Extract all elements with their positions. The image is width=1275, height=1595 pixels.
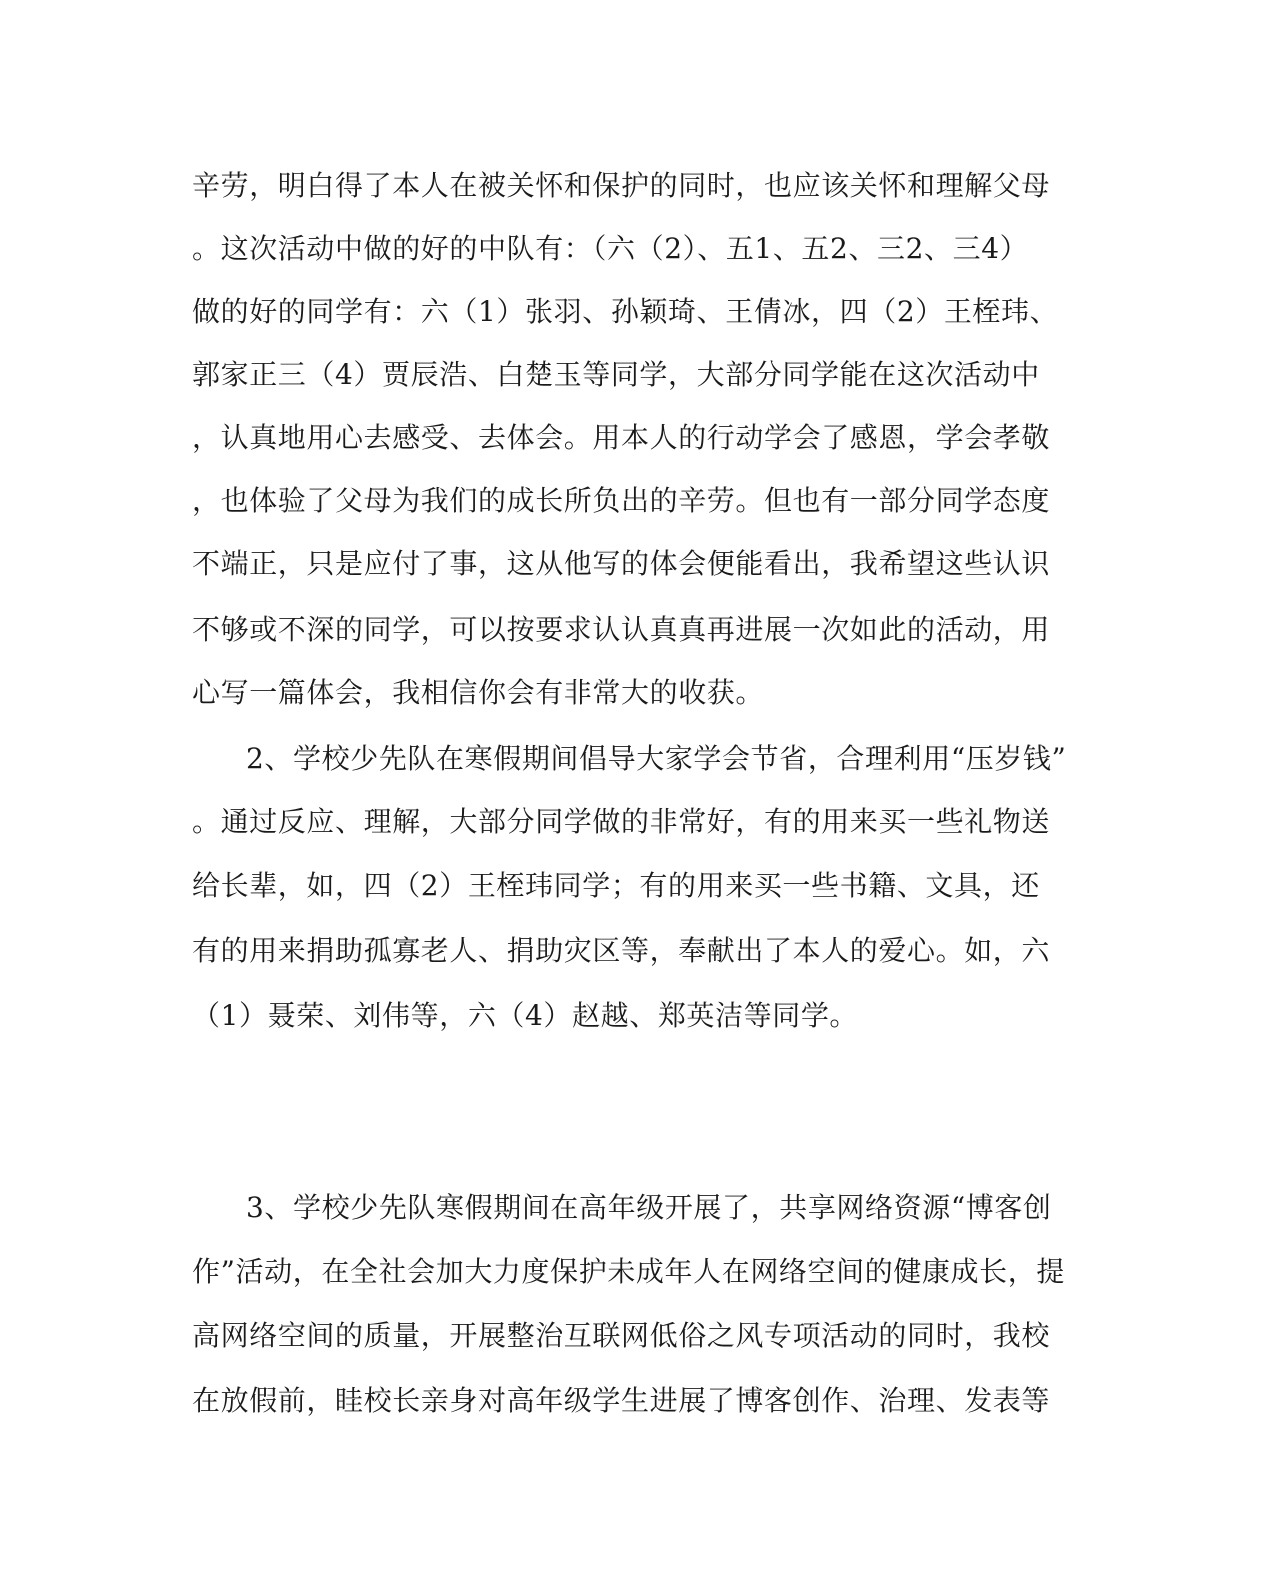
text-line: 在放假前，眭校长亲身对高年级学生进展了博客创作、治理、发表等 (192, 1384, 1051, 1417)
text-line: 辛劳，明白得了本人在被关怀和保护的同时，也应该关怀和理解父母 (192, 169, 1051, 202)
text-line: 郭家正三（4）贾辰浩、白楚玉等同学，大部分同学能在这次活动中 (192, 358, 1040, 391)
text-line: ，也体验了父母为我们的成长所负出的辛劳。但也有一部分同学态度 (192, 484, 1051, 517)
text-line: 作”活动，在全社会加大力度保护未成年人在网络空间的健康成长，提 (192, 1255, 1065, 1288)
text-line: 高网络空间的质量，开展整治互联网低俗之风专项活动的同时，我校 (192, 1319, 1051, 1352)
text-line: 做的好的同学有：六（1）张羽、孙颖琦、王倩冰，四（2）王桎玮、 (192, 295, 1059, 328)
text-line: 。通过反应、理解，大部分同学做的非常好，有的用来买一些礼物送 (192, 805, 1051, 838)
text-line: 。这次活动中做的好的中队有：（六（2）、五1、五2、三2、三4） (192, 232, 1029, 265)
text-line: 3、学校少先队寒假期间在高年级开展了，共享网络资源“博客创 (246, 1191, 1052, 1224)
text-line: ，认真地用心去感受、去体会。用本人的行动学会了感恩，学会孝敬 (192, 421, 1051, 454)
text-line: 有的用来捐助孤寡老人、捐助灾区等，奉献出了本人的爱心。如，六 (192, 934, 1051, 967)
text-line: 不够或不深的同学，可以按要求认认真真再进展一次如此的活动，用 (192, 613, 1051, 646)
text-line: 不端正，只是应付了事，这从他写的体会便能看出，我希望这些认识 (192, 547, 1051, 580)
text-line: 给长辈，如，四（2）王桎玮同学；有的用来买一些书籍、文具，还 (192, 869, 1040, 902)
text-line: （1）聂荣、刘伟等，六（4）赵越、郑英洁等同学。 (192, 999, 859, 1032)
text-line: 2、学校少先队在寒假期间倡导大家学会节省，合理利用“压岁钱” (246, 742, 1067, 775)
text-line: 心写一篇体会，我相信你会有非常大的收获。 (192, 676, 765, 709)
